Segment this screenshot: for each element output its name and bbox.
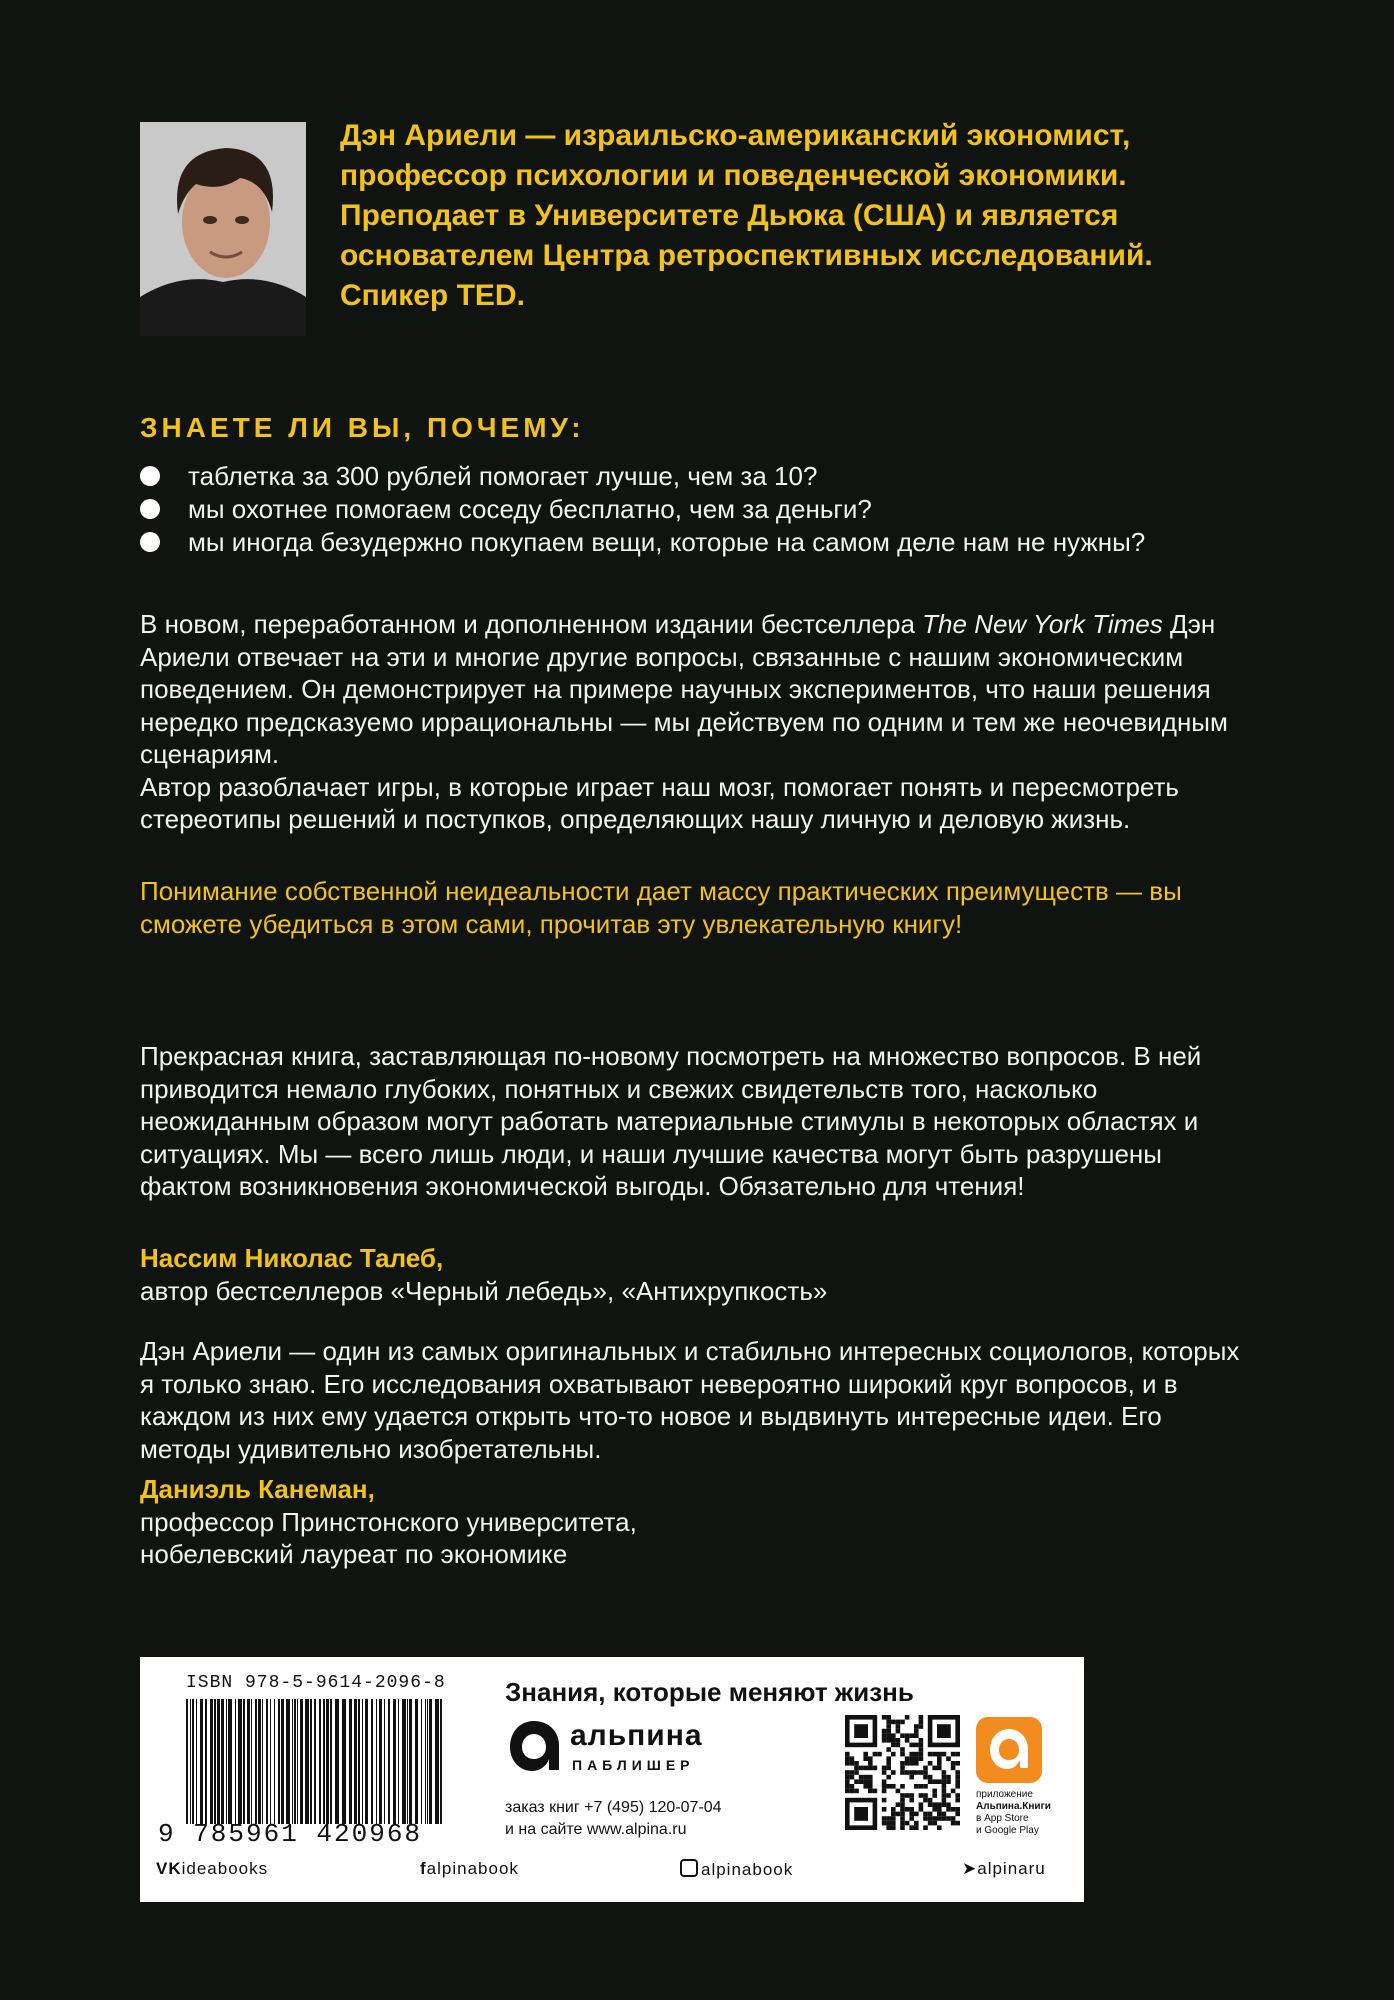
app-info: приложение Альпина.Книги в App Store и Google Play [976,1789,1051,1836]
social-telegram[interactable]: ➤alpinaru [962,1859,1046,1878]
app-logo-icon [976,1717,1042,1783]
reviewer-name: Даниэль Канеман, [140,1474,375,1504]
list-item: мы охотнее помогаем соседу бесплатно, чем за деньги? [140,493,1240,526]
barcode [186,1699,446,1824]
questions-heading: ЗНАЕТЕ ЛИ ВЫ, ПОЧЕМУ: [140,412,585,443]
facebook-icon: f [420,1859,427,1878]
ean-number: 9 785961 420968 [158,1819,423,1849]
list-item: таблетка за 300 рублей помогает лучше, чем за 10? [140,460,1240,493]
publisher-info-box [140,1657,1084,1902]
author-photo [140,122,306,336]
qr-code [845,1715,960,1830]
author-portrait-illustration [140,122,306,336]
bullet-icon [140,466,160,486]
review-attribution [140,1242,1250,1307]
reviewer-role: нобелевский лауреат по экономике [140,1539,568,1569]
telegram-icon: ➤ [962,1859,978,1878]
isbn-label: ISBN 978-5-9614-2096-8 [186,1673,446,1693]
reviewer-role: автор бестселлеров «Черный лебедь», «Антихрупкость» [140,1275,828,1306]
order-info: заказ книг +7 (495) 120-07-04 и на сайте www.alpina.ru [505,1799,722,1838]
author-bio: Дэн Ариели — израильско-американский экономист, профессор психологии и поведенческой экономики. Преподает в Университете Дьюка (США) и является основателем Центра ретроспективных исследований. Спикер TED. [340,119,1153,312]
highlight-paragraph: Понимание собственной неидеальности дает массу практических преимуществ — вы сможете убедиться в этом сами, прочитав эту увлекательную книгу! [140,876,1182,939]
app-icon [976,1717,1042,1783]
vk-icon: VK [156,1859,182,1878]
review-quote: Прекрасная книга, заставляющая по-новому посмотреть на множество вопросов. В ней приводится немало глубоких, понятных и свежих свидетельств того, насколько неожиданным образом могут работать материальные стимулы в некоторых областях и ситуациях. Мы — всего лишь люди, и наши лучшие качества могут быть разрушены фактом возникновения экономической выгоды. Обязательно для чтения! [140,1041,1202,1201]
social-vk[interactable]: VKideabooks [156,1859,269,1878]
publisher-tagline: Знания, которые меняют жизнь [505,1677,914,1707]
reviewer-role: профессор Принстонского университета, [140,1506,637,1537]
bullet-icon [140,499,160,519]
publisher-subtitle: ПАБЛИШЕР [572,1757,695,1773]
book-description: В новом, переработанном и дополненном издании бестселлера The New York Times Дэн Ариели отвечает на эти и многие другие вопросы, связанные с нашим экономическим поведением. Он демонстрирует на примере научных экспериментов, что наши решения нередко предсказуемо иррациональны — мы действуем по одним и тем же неочевидным сценариям. Автор разоблачает игры, в которые играет наш мозг, помогает понять и пересмотреть стереотипы решений и поступков, определяющих нашу личную и деловую жизнь. [140,609,1228,834]
questions-list [140,460,1240,559]
social-instagram[interactable]: alpinabook [680,1859,793,1880]
reviewer-name: Нассим Николас Талеб, [140,1243,444,1273]
publisher-logo-icon [505,1717,563,1775]
instagram-icon [680,1859,698,1877]
bullet-icon [140,532,160,552]
social-facebook[interactable]: falpinabook [420,1859,519,1878]
nyt-title: The New York Times [922,609,1163,639]
review-attribution [140,1473,1250,1571]
publisher-name: альпина [570,1719,703,1752]
review-quote: Дэн Ариели — один из самых оригинальных и стабильно интересных социологов, которых я только знаю. Его исследования охватывают невероятно широкий круг вопросов, и в каждом из них ему удается открыть что-то новое и выдвинуть интересные идеи. Его методы удивительно изобретательны. [140,1336,1240,1464]
list-item: мы иногда безудержно покупаем вещи, которые на самом деле нам не нужны? [140,526,1240,559]
